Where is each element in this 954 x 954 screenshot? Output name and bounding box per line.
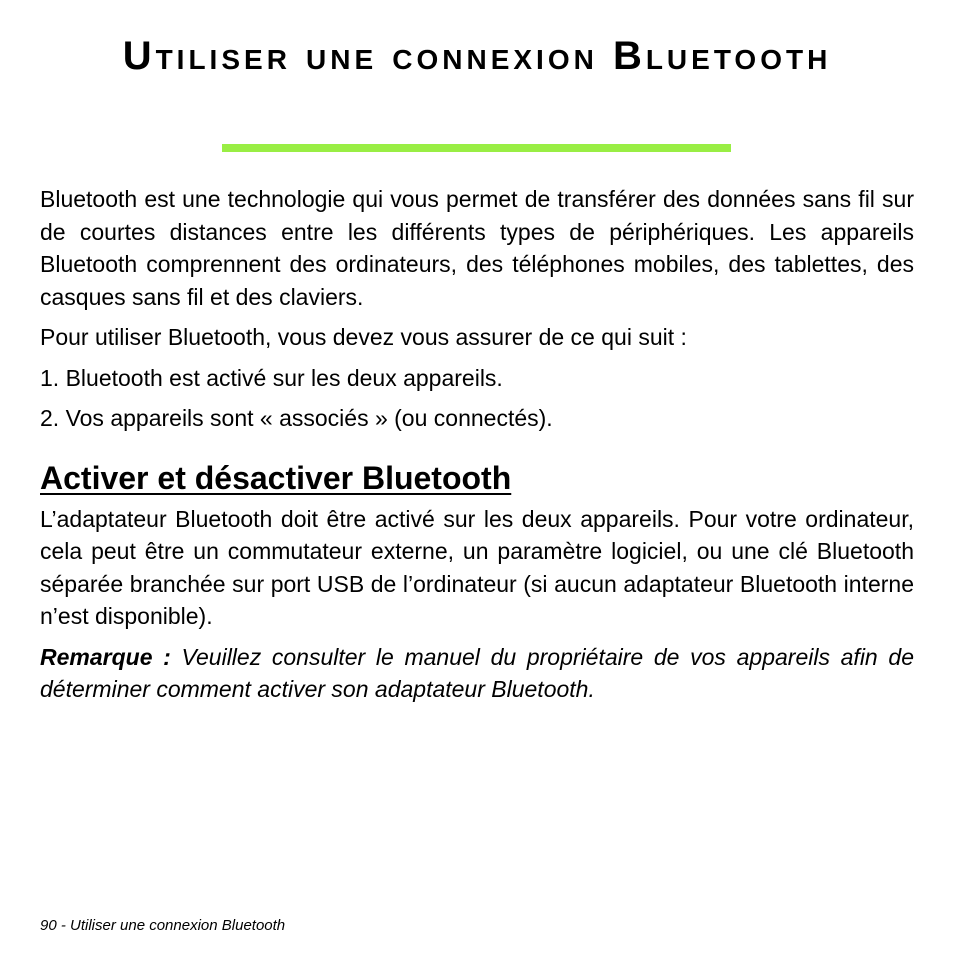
note-text: Veuillez consulter le manuel du propriétaire de vos appareils afin de déterminer comment activer son adaptateur Bluetooth. — [40, 643, 914, 702]
title-underline-bar — [222, 144, 731, 152]
note-label: Remarque : — [40, 643, 171, 670]
requirement-item-1: 1. Bluetooth est activé sur les deux appareils. — [40, 364, 503, 391]
page-title: Utiliser une connexion Bluetooth — [122, 34, 832, 78]
requirement-item-2: 2. Vos appareils sont « associés » (ou connectés). — [40, 405, 553, 431]
intro-paragraph: Bluetooth est une technologie qui vous permet de transférer des données sans fil sur de courtes distances entre les différents types de périphériques. Les appareils Bluetooth comprennent des ordinateurs, des téléphones mobiles, des tablettes, des casques sans fil et des claviers. — [40, 186, 914, 310]
section-paragraph: L’adaptateur Bluetooth doit être activé sur les deux appareils. Pour votre ordinateur, cela peut être un commutateur externe, un paramètre logiciel, ou une clé Bluetooth séparée branchée sur port USB de l’ordinateur (si aucun adaptateur Bluetooth interne n’est disponible). — [40, 505, 914, 629]
section-heading: Activer et désactiver Bluetooth — [40, 459, 512, 496]
requirements-lead: Pour utiliser Bluetooth, vous devez vous assurer de ce qui suit : — [40, 324, 687, 350]
main-content — [40, 183, 914, 714]
note-paragraph — [40, 641, 914, 706]
page-footer: 90 - Utiliser une connexion Bluetooth — [40, 917, 286, 934]
